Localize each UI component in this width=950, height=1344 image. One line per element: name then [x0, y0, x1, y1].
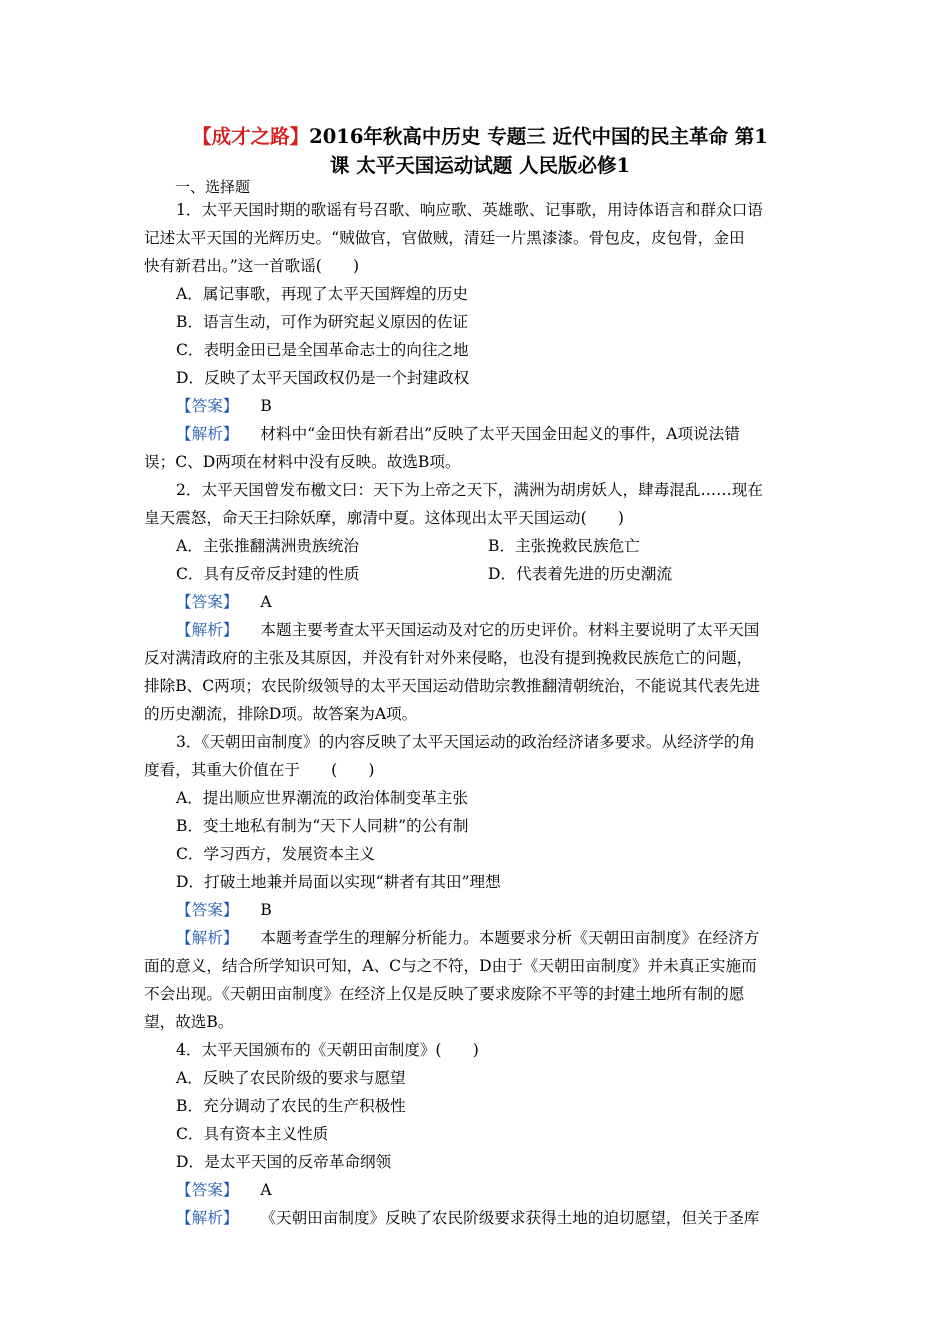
title-line-1	[140, 122, 820, 151]
answer-value: A	[260, 1181, 272, 1199]
answer-label: 【答案】	[176, 397, 239, 415]
analysis-row	[144, 616, 808, 644]
analysis-text-line: 反对满清政府的主张及其原因，并没有针对外来侵略，也没有提到挽救民族危亡的问题，	[144, 649, 753, 667]
question-stem-line: 4．太平天国颁布的《天朝田亩制度》( )	[176, 1041, 479, 1059]
title-bracket-label: 【成才之路】	[192, 125, 310, 148]
option-row	[144, 532, 808, 560]
question-2	[144, 476, 808, 728]
analysis-text: 材料中“金田快有新君出”反映了太平天国金田起义的事件，A项说法错	[260, 425, 740, 443]
analysis-text: 本题主要考查太平天国运动及对它的历史评价。材料主要说明了太平天国	[260, 621, 760, 639]
answer-value: A	[260, 593, 272, 611]
answer-row	[144, 1176, 808, 1204]
option-c: C．表明金田已是全国革命志士的向往之地	[176, 341, 469, 359]
option-b: B．变土地私有制为“天下人同耕”的公有制	[176, 817, 469, 835]
option-d: D．是太平天国的反帝革命纲领	[176, 1153, 392, 1171]
option-row	[144, 560, 808, 588]
question-stem-line: 快有新君出。”这一首歌谣( )	[144, 257, 360, 275]
analysis-label: 【解析】	[176, 1209, 239, 1227]
analysis-text-line: 不会出现。《天朝田亩制度》在经济上仅是反映了要求废除不平等的封建土地所有制的愿	[144, 985, 745, 1003]
analysis-label: 【解析】	[176, 621, 239, 639]
analysis-text-line: 面的意义，结合所学知识可知，A、C与之不符，D由于《天朝田亩制度》并未真正实施而	[144, 957, 757, 975]
title-line-1-text: 2016年秋高中历史 专题三 近代中国的民主革命 第1	[309, 125, 768, 148]
analysis-text-line: 望，故选B。	[144, 1013, 234, 1031]
analysis-label: 【解析】	[176, 425, 239, 443]
answer-row	[144, 392, 808, 420]
option-b: B．充分调动了农民的生产积极性	[176, 1097, 406, 1115]
question-stem-line: 度看，其重大价值在于 ( )	[144, 761, 375, 779]
analysis-row	[144, 1204, 808, 1232]
option-b: B．语言生动，可作为研究起义原因的佐证	[176, 313, 469, 331]
question-list	[144, 196, 808, 1232]
answer-value: B	[260, 901, 272, 919]
question-stem-line: 2．太平天国曾发布檄文曰：天下为上帝之天下，满洲为胡虏妖人，肆毒混乱……现在	[176, 481, 763, 499]
analysis-text-line: 的历史潮流，排除D项。故答案为A项。	[144, 705, 418, 723]
analysis-text-line: 误；C、D两项在材料中没有反映。故选B项。	[144, 453, 461, 471]
analysis-text: 本题考查学生的理解分析能力。本题要求分析《天朝田亩制度》在经济方	[260, 929, 760, 947]
document-title	[140, 122, 820, 180]
section-heading: 一、选择题	[175, 178, 251, 196]
analysis-text: 《天朝田亩制度》反映了农民阶级要求获得土地的迫切愿望，但关于圣库	[260, 1209, 760, 1227]
answer-label: 【答案】	[176, 1181, 239, 1199]
option-a: A．反映了农民阶级的要求与愿望	[176, 1069, 406, 1087]
analysis-label: 【解析】	[176, 929, 239, 947]
question-3	[144, 728, 808, 1036]
question-1	[144, 196, 808, 476]
option-c: C．具有反帝反封建的性质	[176, 565, 360, 583]
analysis-row	[144, 420, 808, 448]
question-stem-line: 记述太平天国的光辉历史。“贼做官，官做贼，清廷一片黑漆漆。骨包皮，皮包骨，金田	[144, 229, 745, 247]
option-b: B．主张挽救民族危亡	[488, 537, 640, 555]
option-a: A．主张推翻满洲贵族统治	[176, 537, 359, 555]
option-d: D．反映了太平天国政权仍是一个封建政权	[176, 369, 470, 387]
answer-value: B	[260, 397, 272, 415]
question-stem-line: 3．《天朝田亩制度》的内容反映了太平天国运动的政治经济诸多要求。从经济学的角	[176, 733, 756, 751]
answer-row	[144, 896, 808, 924]
answer-label: 【答案】	[176, 901, 239, 919]
option-c: C．具有资本主义性质	[176, 1125, 329, 1143]
option-a: A．属记事歌，再现了太平天国辉煌的历史	[176, 285, 468, 303]
analysis-row	[144, 924, 808, 952]
title-line-2: 课 太平天国运动试题 人民版必修1	[329, 154, 631, 177]
question-stem-line: 1．太平天国时期的歌谣有号召歌、响应歌、英雄歌、记事歌，用诗体语言和群众口语	[176, 201, 763, 219]
answer-row	[144, 588, 808, 616]
option-c: C．学习西方，发展资本主义	[176, 845, 376, 863]
analysis-text-line: 排除B、C两项；农民阶级领导的太平天国运动借助宗教推翻清朝统治，不能说其代表先进	[144, 677, 760, 695]
answer-label: 【答案】	[176, 593, 239, 611]
question-stem-line: 皇天震怒，命天王扫除妖摩，廓清中夏。这体现出太平天国运动( )	[144, 509, 624, 527]
question-4	[144, 1036, 808, 1232]
option-d: D．代表着先进的历史潮流	[488, 565, 673, 583]
option-a: A．提出顺应世界潮流的政治体制变革主张	[176, 789, 468, 807]
option-d: D．打破土地兼并局面以实现“耕者有其田”理想	[176, 873, 501, 891]
